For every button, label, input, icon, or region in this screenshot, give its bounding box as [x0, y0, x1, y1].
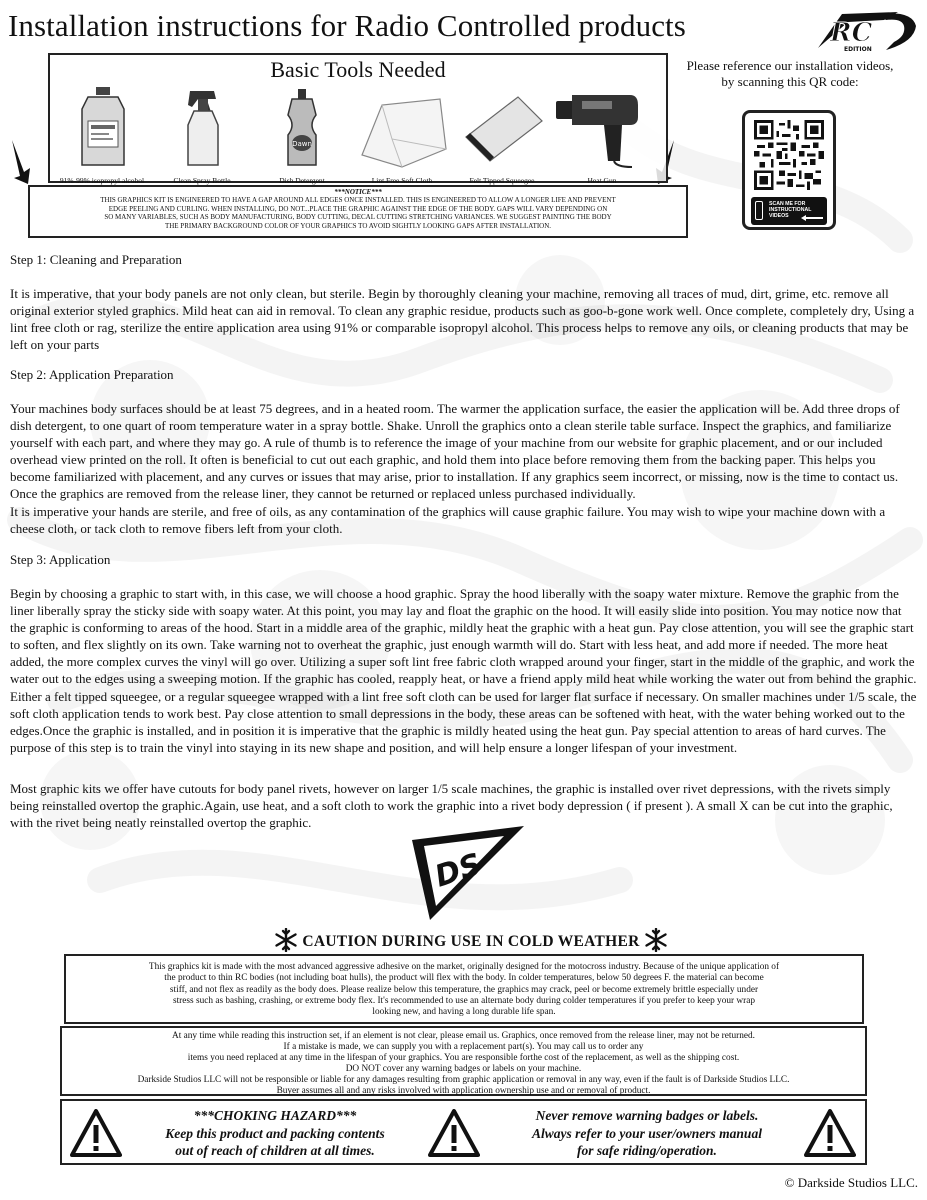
- qr-banner-line: INSTRUCTIONAL: [769, 207, 812, 213]
- tool-label: Clean Spray Bottle: [173, 176, 231, 185]
- qr-banner-line: SCAN ME FOR: [769, 201, 806, 207]
- spray-bottle-icon: [152, 85, 252, 169]
- phone-icon: [755, 201, 763, 220]
- warning-triangle-icon: [428, 1109, 480, 1157]
- badge-line: Never remove warning badges or labels.: [535, 1108, 759, 1123]
- notice-line: THE PRIMARY BACKGROUND COLOR OF YOUR GRAPHICS TO AVOID SIGHTLY LOOKING GAPS AFTER INSTALLATION.: [164, 221, 552, 230]
- disclaimer-line: If a mistake is made, we can supply you with a replacement part(s). You may call us to order any: [283, 1041, 644, 1052]
- notice-line: THIS GRAPHICS KIT IS ENGINEERED TO HAVE A GAP AROUND ALL EDGES ONCE INSTALLED. THIS IS ENGINEERED TO ALLOW A LONGER LIFE AND PREVENT: [100, 196, 616, 204]
- caution-title: CAUTION DURING USE IN COLD WEATHER: [302, 933, 640, 950]
- qr-card[interactable]: [742, 110, 836, 230]
- step-2-paragraph: [10, 400, 918, 537]
- tool-item: [352, 85, 452, 185]
- down-arrow-left-icon: [8, 138, 36, 186]
- choking-hazard-text: [130, 1107, 420, 1160]
- squeegee-icon: [452, 85, 552, 169]
- basic-tools-panel: [48, 53, 668, 183]
- qr-line: Please reference our installation videos,: [686, 58, 894, 73]
- tool-item: [552, 85, 652, 185]
- tool-item: [52, 85, 152, 185]
- tool-item: [152, 85, 252, 185]
- cold-line: This graphics kit is made with the most advanced aggressive adhesive on the market, originally designed for the motocross industry. Because of the unique application of: [148, 962, 780, 972]
- disclaimer-line: items you need replaced at any time in the lifespan of your graphics. You are responsible forthe cost of the replacement, as well as the shipping cost.: [187, 1052, 740, 1063]
- badge-line: Always refer to your user/owners manual: [532, 1125, 762, 1141]
- step-1-paragraph: It is imperative, that your body panels are not only clean, but sterile. Begin by thoroughly cleaning your machine, removing all traces of mud, dirt, grime, etc. remove all original exterior styled graphics. Mild heat can aid in removal. To clean any graphic residue, products such as goo-b-gone work well. Once complete, completely dry, Using a lint free cloth or rag, sterilize the entire application area using 91% or comparable isopropyl alcohol. This process helps to remove any oils, or cleaning products that may be left on your parts: [10, 286, 915, 353]
- tool-item: [452, 85, 552, 185]
- disclaimer-line: At any time while reading this instruction set, if an element is not clear, please email us. Graphics, once removed from the release liner, may not be returned.: [172, 1031, 755, 1041]
- caution-heading: [246, 928, 696, 954]
- warning-triangle-icon: [70, 1109, 122, 1157]
- snowflake-icon: [274, 928, 298, 952]
- notice-text: [30, 196, 686, 230]
- step-3-heading: Step 3: Application: [10, 552, 111, 567]
- page-title: Installation instructions for Radio Controlled products: [8, 8, 686, 43]
- notice-title: ***NOTICE***: [334, 188, 382, 196]
- qr-instructions: [670, 58, 910, 90]
- step-2-text: Your machines body surfaces should be at least 75 degrees, and in a heated room. The warmer the application surface, the easier the application will be. Add three drops of dish detergent, to one quart of room temperature water in a spray bottle. Shake. Unroll the graphics onto a clean sterile table surface. Inspect the graphics, and familiarize yourself with each part, and where they may go. A rule of thumb is to reference the image of your machine from our website for graphic placement, and or our included overhead view printed on the roll. It often is beneficial to cut out each graphic, and hold them into place before removing them from the backing paper. This helps you become familiarized with placement, and any curves or issues that may arise, prior to installation. If any graphics seem incorrect, or missing, now is the time to contact us. Once the graphics are removed from the release liner, they cannot be returned or replaced unless purchased individually.: [10, 401, 900, 502]
- logo-subtext: EDITION: [844, 46, 872, 53]
- alcohol-bottle-icon: [52, 85, 152, 169]
- step-2-heading: Step 2: Application Preparation: [10, 367, 174, 382]
- badge-line: for safe riding/operation.: [577, 1143, 717, 1158]
- qr-line: by scanning this QR code:: [721, 74, 859, 89]
- tool-label: Dish Detergent: [279, 176, 325, 185]
- logo-letters: RC: [830, 18, 873, 48]
- step-3-paragraph: Most graphic kits we offer have cutouts for body panel rivets, however on larger 1/5 scale machines, the graphic is installed over rivet depressions, with the rivets simply being reinstalled overtop the graphic.Again, use heat, and a soft cloth to work the graphic into a rivet body depression ( if present ). A small X can be cut into the graphic, with the rivet being neatly reinstalled overtop the graphic.: [10, 781, 893, 831]
- disclaimer-panel: [60, 1026, 867, 1096]
- ds-logo-letters: DS: [430, 846, 486, 895]
- step-2-text: It is imperative your hands are sterile, and free of oils, as any contamination of the graphics will cause graphic failure. You may wish to wipe your machine down with a cheese cloth, or tack cloth to remove fibers left from your cloth.: [10, 503, 886, 536]
- hazard-panel: [60, 1099, 867, 1165]
- heat-gun-icon: [552, 85, 652, 169]
- step-3-paragraph: Begin by choosing a graphic to start with, in this case, we will choose a hood graphic. Spray the hood liberally with the soapy water mixture. Remove the graphic from the liner liberally spray the sticky side with soapy water. At this point, you may lay and float the graphic on the hood. It will easily slide into position. You may notice now that the graphic is conforming to areas of the hood. Start in a middle area of the graphic, mildly heat the graphic with a heat gun. Pay close attention, you will see the graphic start to soften, and flex slightly on its own. Take warning not to overheat the graphic, just enough warmth will do. Start with less heat, and add more if needed. The more heat added, the more complex curves the vinyl will go over. Utilizing a super soft lint free fabric cloth wrapped around your finger, start in the middle of the graphic, and work the water out to the edges using a sweeping motion. If the graphic has cooled, reapply heat, or have a friend apply mild heat while working the water out from behind the graphic. Either a felt tipped squeegee, or a regular squeegee wrapped with a lint free soft cloth can be used for larger flat surface if necessary. On smaller machines under 1/5 scale, the soft cloth application tends to work best. Pay close attention to small depressions in the body, these areas can be softened with heat, with the water behing worked out to the edges.Once the graphic is installed, and in position it is imperative that the graphic is mildly heated using the heat gun. Pay special attention to areas of hard curves. The purpose of this step is to train the vinyl into staying in its new shape and position, and will help ensure a longer lifespan of your investment.: [10, 586, 917, 755]
- cold-line: looking new, and having a long durable life span.: [372, 1007, 556, 1018]
- qr-scan-banner: [751, 197, 827, 225]
- disclaimer-line: Darkside Studios LLC will not be responsible or liable for any damages resulting from graphic application or removal in any way, even if the fault is of Darkside Studios LLC.: [137, 1074, 790, 1085]
- detergent-bottle-icon: [252, 85, 352, 169]
- cold-line: stiff, and not flex as readily as the body does. Please realize below this temperature, the graphics may crack, peel or become extremely brittle especially under: [169, 984, 759, 995]
- tool-label: Lint Free Soft Cloth: [371, 176, 433, 185]
- choking-line: Keep this product and packing contents: [165, 1125, 385, 1141]
- notice-line: SO MANY VARIABLES, SUCH AS BODY MANUFACTURING, BODY CUTTING, DECAL CUTTING STRETCHING VARIANCES. WE SUGGEST PAINTING THE BODY: [104, 213, 612, 222]
- rc-edition-logo: [808, 8, 920, 54]
- qr-banner-line: VIDEOS: [769, 213, 789, 219]
- step-1-heading: Step 1: Cleaning and Preparation: [10, 252, 182, 267]
- disclaimer-line: Buyer assumes all and any risks involved with application ownership use and or removal of product.: [276, 1085, 651, 1096]
- qr-code-icon[interactable]: [754, 120, 824, 190]
- cold-line: the product to thin RC bodies (not including boat hulls), the product will flex with the body. In colder temperatures, below 50 degrees F. the material can become: [164, 973, 764, 984]
- tool-label: Heat Gun: [587, 176, 617, 185]
- copyright-text: © Darkside Studios LLC.: [784, 1175, 918, 1190]
- notice-panel: [28, 185, 688, 238]
- tool-label: 91%-99% isopropyl alcohol: [59, 176, 145, 185]
- snowflake-icon: [644, 928, 668, 952]
- tool-item: [252, 85, 352, 185]
- tool-label: Felt Tipped Squeegee: [469, 176, 535, 185]
- svg-text:Dawn: Dawn: [292, 140, 312, 148]
- cold-line: stress such as bashing, crashing, or extreme body flex. It's recommended to use an alternate body during colder temperatures if you prefer to keep your wrap: [172, 995, 756, 1006]
- choking-title: ***CHOKING HAZARD***: [193, 1108, 357, 1123]
- arrow-left-icon: [801, 215, 823, 221]
- cold-weather-panel: [64, 954, 864, 1024]
- disclaimer-line: DO NOT cover any warning badges or labels on your machine.: [345, 1063, 582, 1074]
- cloth-icon: [352, 85, 452, 169]
- darkside-studios-logo: [408, 826, 526, 921]
- notice-line: EDGE PEELING AND CURLING. WHEN INSTALLING, DO NOT...PLACE THE GRAPHIC AGAINST THE EDGE OF THE BODY. GAPS WILL VARY DEPENDING ON: [108, 204, 608, 213]
- tools-heading: Basic Tools Needed: [270, 57, 446, 82]
- choking-line: out of reach of children at all times.: [175, 1143, 375, 1158]
- warning-triangle-icon: [804, 1109, 856, 1157]
- warning-badge-text: [482, 1107, 812, 1160]
